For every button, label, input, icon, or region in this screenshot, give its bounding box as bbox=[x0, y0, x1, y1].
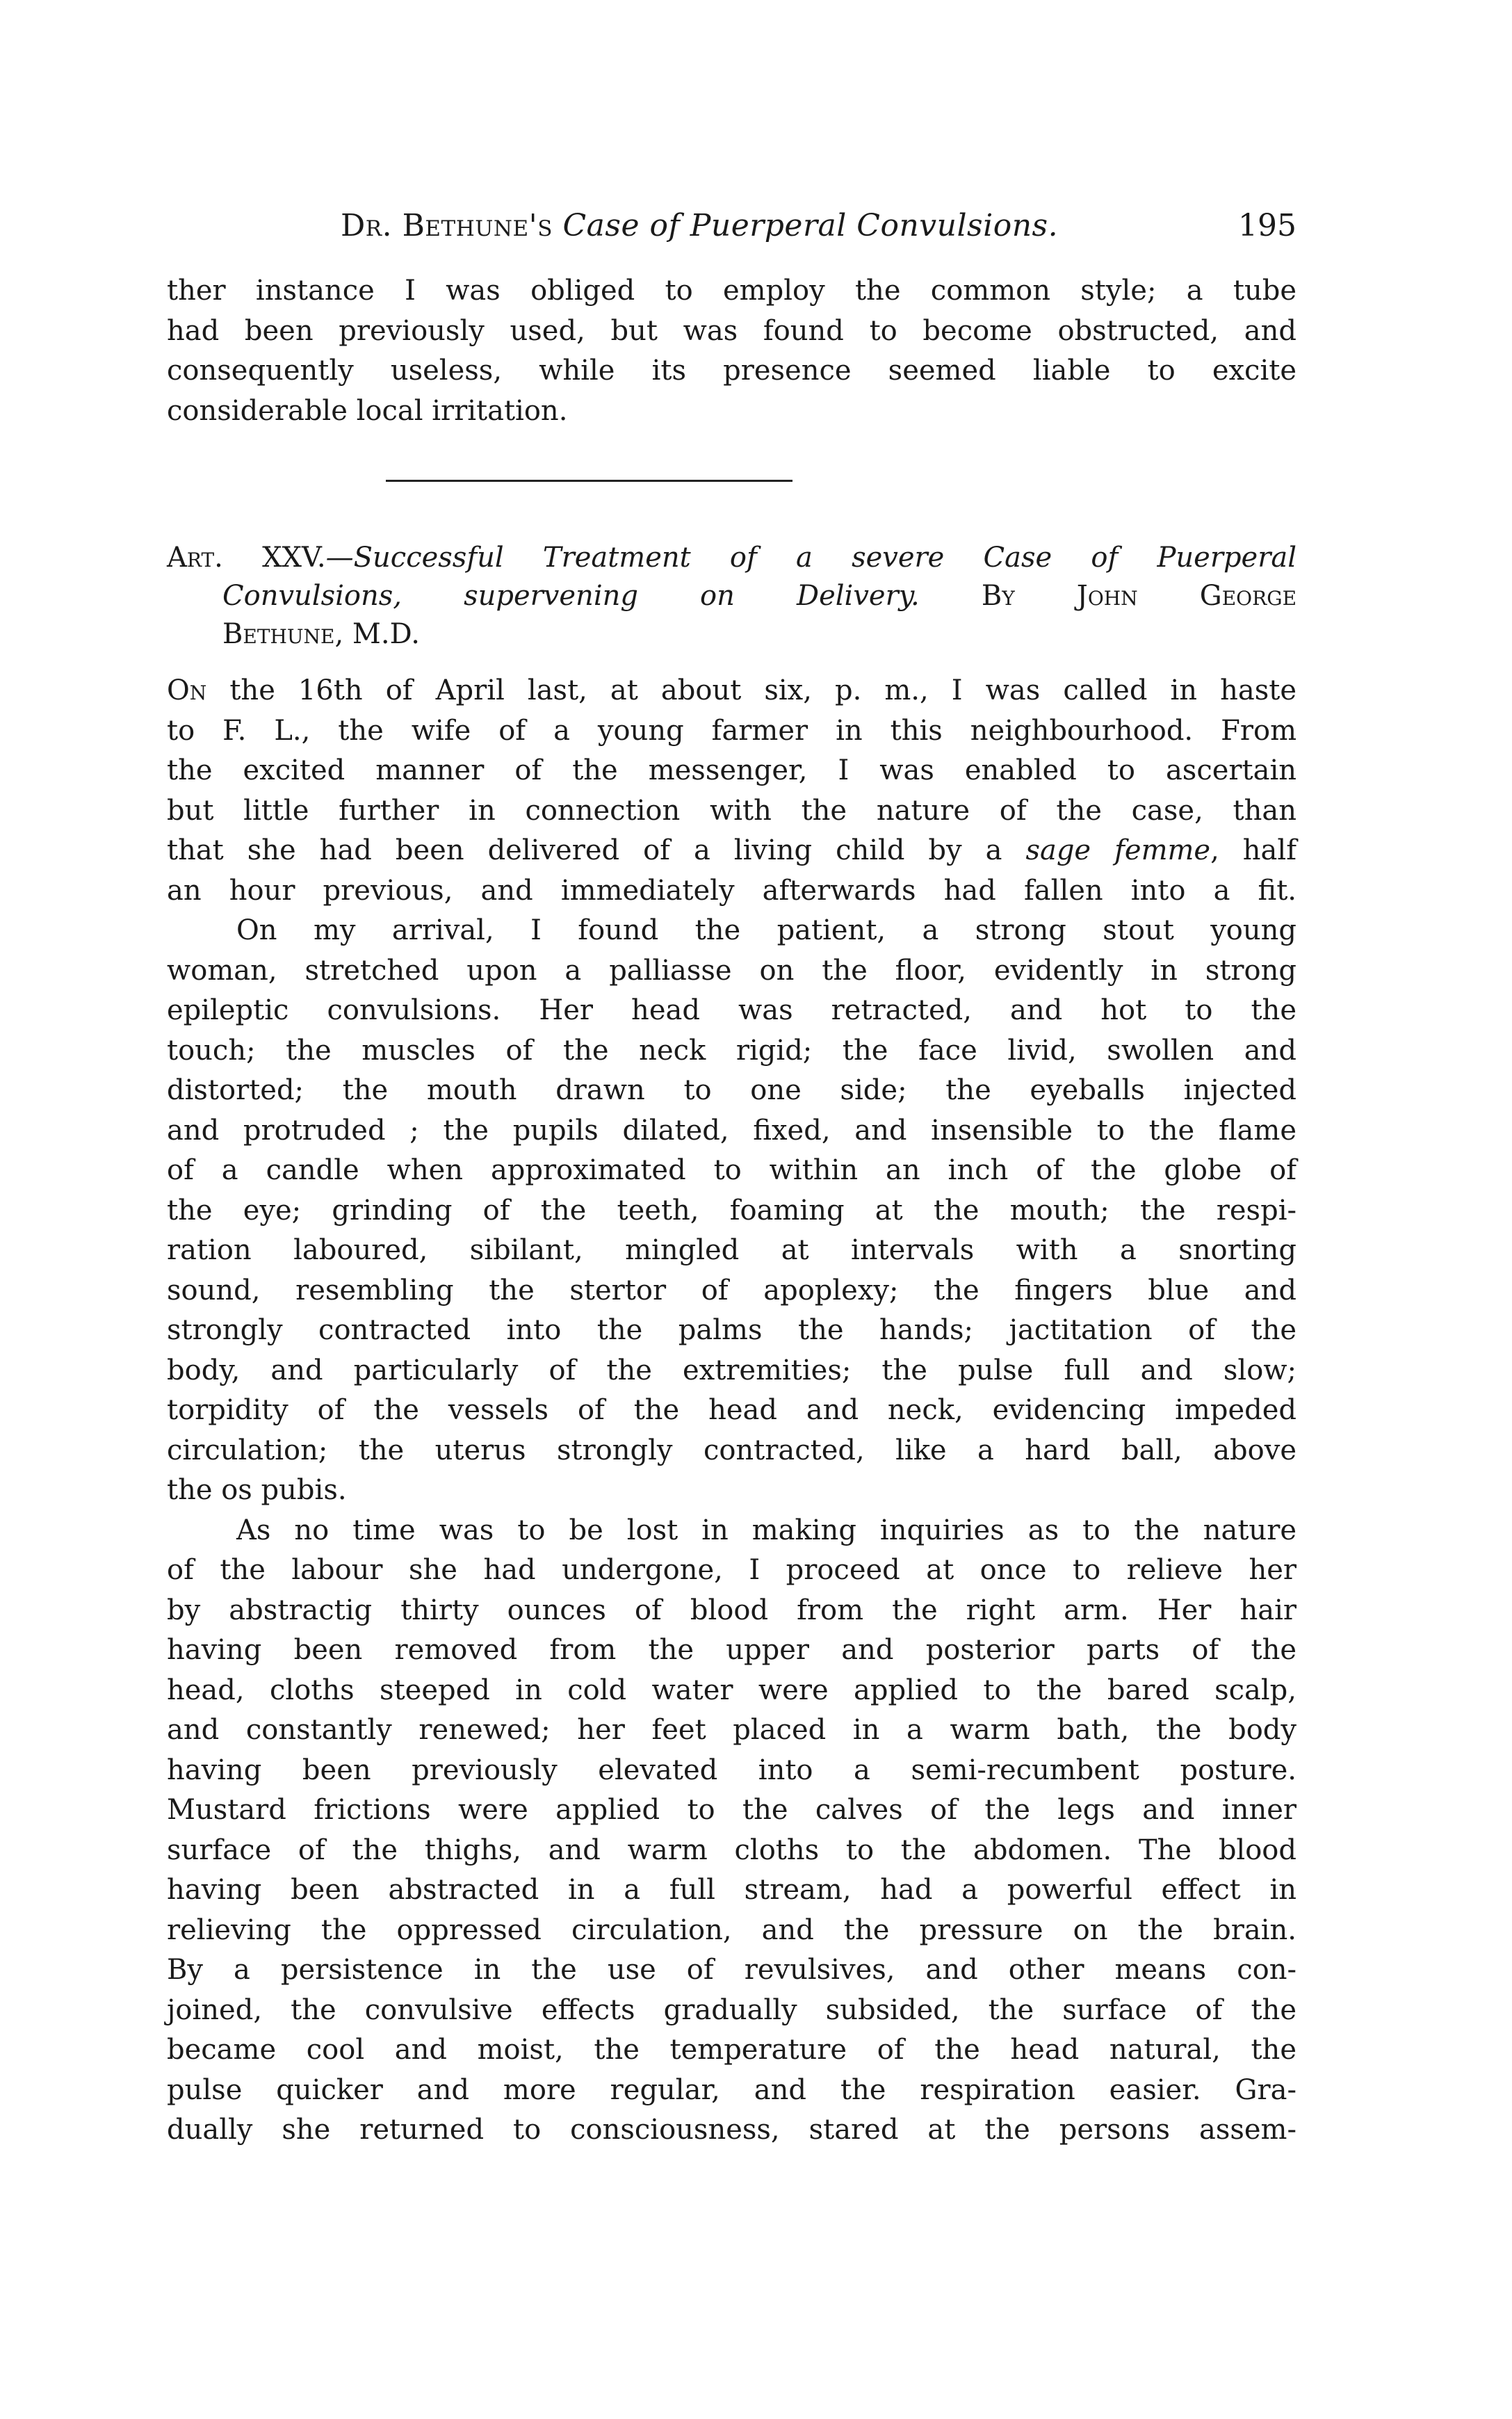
text-segment: On my arrival, I found the patient, a strong stout young bbox=[236, 914, 1296, 946]
body-text-line bbox=[167, 1351, 1296, 1391]
article-label: Art. XXV. bbox=[167, 542, 326, 574]
article-byline: By John George bbox=[981, 580, 1297, 612]
body-text-line bbox=[167, 1311, 1296, 1351]
text-segment: Mustard frictions were applied to the calves of the legs and inner bbox=[167, 1794, 1296, 1826]
section-divider bbox=[386, 480, 792, 482]
body-text-line bbox=[167, 1831, 1296, 1871]
heading-line-3 bbox=[167, 615, 1296, 654]
body-text-line bbox=[167, 911, 1296, 951]
heading-line-1 bbox=[167, 539, 1296, 577]
body-text-line bbox=[167, 1271, 1296, 1311]
text-segment: distorted; the mouth drawn to one side; the eyeballs injected bbox=[167, 1074, 1296, 1106]
text-segment: and constantly renewed; her feet placed in a warm bath, the body bbox=[167, 1714, 1296, 1746]
text-segment: body, and particularly of the extremities; the pulse full and slow; bbox=[167, 1354, 1296, 1386]
text-segment: , half bbox=[1210, 834, 1296, 866]
text-segment: by abstractig thirty ounces of blood from the right arm. Her hair bbox=[167, 1594, 1296, 1626]
text-segment: surface of the thighs, and warm cloths to the abdomen. The blood bbox=[167, 1834, 1296, 1866]
text-segment: dually she returned to consciousness, stared at the persons assem- bbox=[167, 2114, 1296, 2146]
body-text-line bbox=[167, 951, 1296, 992]
text-segment: sound, resembling the stertor of apoplexy; the fingers blue and bbox=[167, 1274, 1296, 1306]
text-line: ther instance I was obliged to employ the common style; a tube bbox=[167, 275, 1296, 307]
body-text-line bbox=[167, 1151, 1296, 1191]
body-text-line bbox=[167, 1950, 1296, 1991]
body-text-line bbox=[167, 2030, 1296, 2071]
text-segment: epileptic convulsions. Her head was retracted, and hot to the bbox=[167, 994, 1296, 1026]
body-text-line bbox=[167, 1111, 1296, 1151]
article-author: Bethune, M.D. bbox=[222, 618, 420, 650]
running-head bbox=[309, 202, 1296, 250]
text-line: had been previously used, but was found to become obstructed, and bbox=[167, 314, 1296, 347]
body-text-line bbox=[167, 1191, 1296, 1231]
text-line: considerable local irritation. bbox=[167, 394, 568, 427]
text-segment: to F. L., the wife of a young farmer in this neighbourhood. From bbox=[167, 714, 1296, 747]
body-text-line bbox=[167, 751, 1296, 791]
body-text-line bbox=[167, 1991, 1296, 2031]
text-segment: the excited manner of the messenger, I was enabled to ascertain bbox=[167, 754, 1296, 786]
body-text-line bbox=[167, 1751, 1296, 1791]
text-segment: that she had been delivered of a living child by a bbox=[167, 834, 1026, 866]
article-title-part2: Convulsions, supervening on Delivery. bbox=[222, 580, 920, 612]
text-segment: the os pubis. bbox=[167, 1474, 347, 1506]
text-segment: touch; the muscles of the neck rigid; the face livid, swollen and bbox=[167, 1034, 1296, 1067]
body-text-line bbox=[167, 1431, 1296, 1471]
text-segment: pulse quicker and more regular, and the respiration easier. Gra- bbox=[167, 2073, 1296, 2106]
article-body bbox=[167, 671, 1296, 2151]
text-segment: By a persistence in the use of revulsives, and other means con- bbox=[167, 1954, 1296, 1986]
text-segment: ration laboured, sibilant, mingled at intervals with a snorting bbox=[167, 1234, 1296, 1266]
body-text-line bbox=[167, 1391, 1296, 1431]
body-text-line bbox=[167, 1631, 1296, 1671]
text-segment: having been abstracted in a full stream, had a powerful effect in bbox=[167, 1874, 1296, 1906]
page-number: 195 bbox=[1238, 208, 1296, 243]
text-segment: head, cloths steeped in cold water were applied to the bared scalp, bbox=[167, 1674, 1296, 1706]
body-text-line bbox=[167, 991, 1296, 1031]
text-segment: having been previously elevated into a semi-recumbent posture. bbox=[167, 1754, 1296, 1786]
intro-paragraph bbox=[167, 271, 1296, 431]
body-text-line bbox=[167, 1870, 1296, 1911]
body-text-line bbox=[167, 711, 1296, 752]
text-segment: relieving the oppressed circulation, and the pressure on the brain. bbox=[167, 1914, 1296, 1946]
body-text-line bbox=[167, 1511, 1296, 1551]
body-text-line bbox=[167, 1551, 1296, 1591]
body-text-line bbox=[167, 1671, 1296, 1711]
body-text-line bbox=[167, 1911, 1296, 1951]
text-segment: of the labour she had undergone, I proceed at once to relieve her bbox=[167, 1554, 1296, 1586]
body-text-line bbox=[167, 1790, 1296, 1831]
running-head-title bbox=[341, 202, 1058, 250]
text-segment: woman, stretched upon a palliasse on the floor, evidently in strong bbox=[167, 954, 1296, 987]
body-text-line bbox=[167, 1471, 1296, 1511]
italic-phrase: sage femme bbox=[1025, 834, 1211, 866]
body-text-line bbox=[167, 1071, 1296, 1111]
article-heading bbox=[167, 539, 1296, 654]
running-head-title-italic: Case of Puerperal Convulsions. bbox=[562, 208, 1059, 243]
text-segment: joined, the convulsive effects gradually subsided, the surface of the bbox=[167, 1993, 1296, 2026]
text-segment: having been removed from the upper and posterior parts of the bbox=[167, 1634, 1296, 1666]
body-text-line bbox=[167, 831, 1296, 871]
body-text-line bbox=[167, 1591, 1296, 1631]
text-line: consequently useless, while its presence seemed liable to excite bbox=[167, 355, 1296, 387]
body-text-line bbox=[167, 2071, 1296, 2111]
text-segment: the 16th of April last, at about six, p. m., I was called in haste bbox=[206, 674, 1296, 706]
heading-line-2 bbox=[167, 577, 1296, 615]
text-segment: the eye; grinding of the teeth, foaming at the mouth; the respi- bbox=[167, 1194, 1296, 1227]
text-segment: torpidity of the vessels of the head and neck, evidencing impeded bbox=[167, 1394, 1296, 1426]
text-segment: On bbox=[167, 674, 207, 706]
text-segment: became cool and moist, the temperature of the head natural, the bbox=[167, 2034, 1296, 2066]
article-title-part1: —Successful Treatment of a severe Case of Puerperal bbox=[325, 542, 1296, 574]
text-segment: but little further in connection with the nature of the case, than bbox=[167, 794, 1296, 827]
body-text-line bbox=[167, 1031, 1296, 1071]
text-segment: and protruded ; the pupils dilated, fixed, and insensible to the flame bbox=[167, 1114, 1296, 1147]
text-segment: As no time was to be lost in making inquiries as to the nature bbox=[236, 1514, 1296, 1546]
body-text-line bbox=[167, 1231, 1296, 1271]
text-segment: an hour previous, and immediately afterwards had fallen into a fit. bbox=[167, 874, 1296, 907]
text-segment: strongly contracted into the palms the hands; jactitation of the bbox=[167, 1314, 1296, 1346]
body-text-line bbox=[167, 2110, 1296, 2151]
body-text-line bbox=[167, 791, 1296, 832]
text-segment: circulation; the uterus strongly contracted, like a hard ball, above bbox=[167, 1434, 1296, 1466]
running-head-author: Dr. Bethune's bbox=[341, 208, 553, 243]
text-segment: of a candle when approximated to within an inch of the globe of bbox=[167, 1154, 1296, 1186]
body-text-line bbox=[167, 871, 1296, 912]
body-text-line bbox=[167, 671, 1296, 711]
body-text-line bbox=[167, 1710, 1296, 1751]
